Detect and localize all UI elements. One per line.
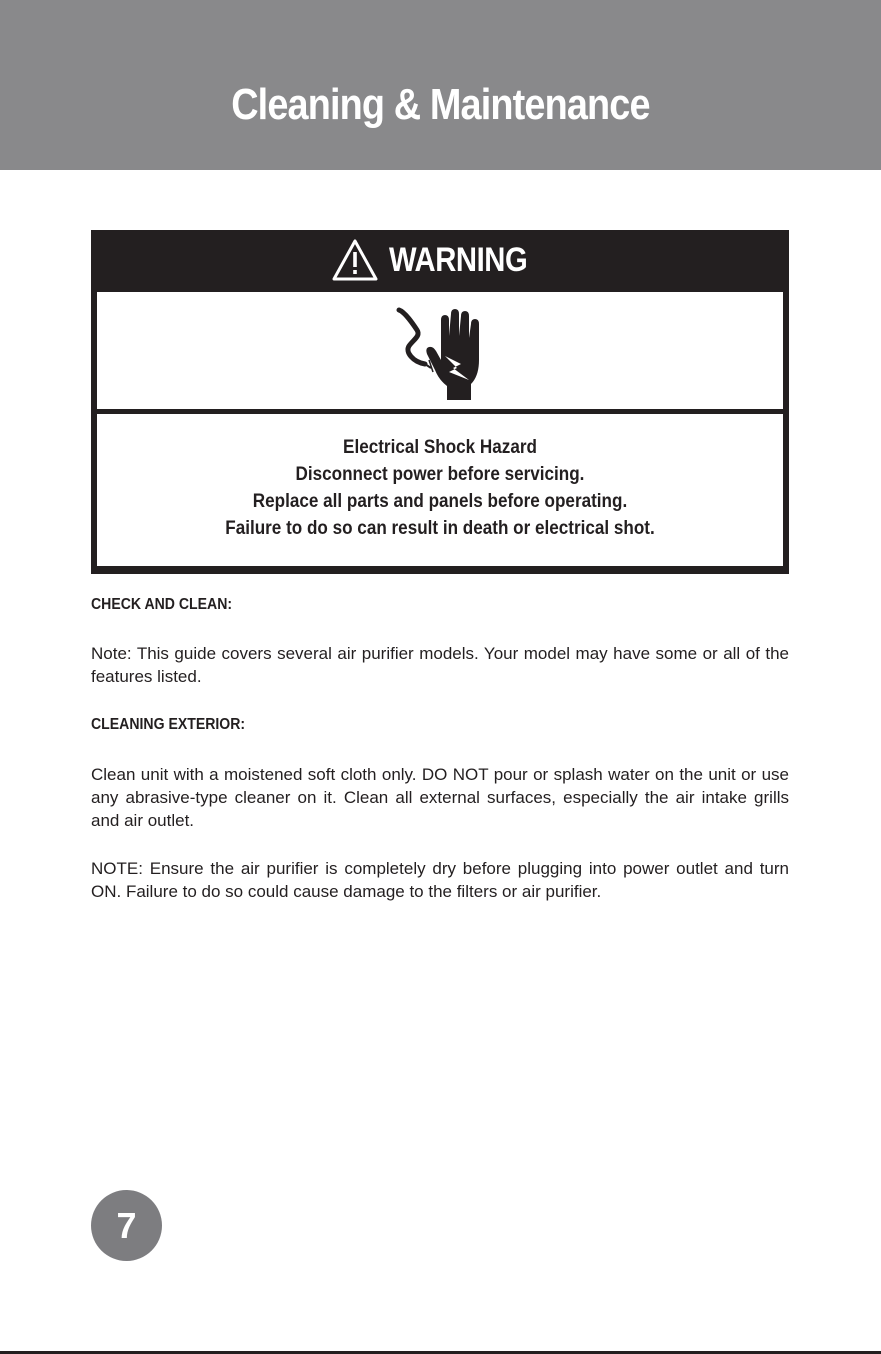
warning-box bbox=[91, 230, 789, 574]
section-heading-cleaning-exterior: CLEANING EXTERIOR: bbox=[91, 716, 246, 733]
warning-triangle-icon bbox=[331, 238, 379, 282]
paragraph-note-dry: NOTE: Ensure the air purifier is completely dry before plugging into power outlet and turn ON. Failure to do so could cause damage to the filters or air purifier. bbox=[91, 859, 789, 901]
warning-line-disconnect: Disconnect power before servicing. bbox=[295, 464, 585, 485]
warning-line-replace: Replace all parts and panels before operating. bbox=[252, 491, 628, 512]
page-number-badge bbox=[91, 1190, 162, 1261]
page-title: Cleaning & Maintenance bbox=[231, 80, 650, 129]
section-heading-check-and-clean: CHECK AND CLEAN: bbox=[91, 596, 233, 613]
warning-title-bar bbox=[91, 230, 789, 289]
warning-line-hazard: Electrical Shock Hazard bbox=[343, 437, 537, 458]
warning-line-consequence: Failure to do so can result in death or electrical shot. bbox=[225, 518, 655, 539]
paragraph-clean-unit: Clean unit with a moistened soft cloth only. DO NOT pour or splash water on the unit or use any abrasive-type cleaner on it. Clean all external surfaces, especially the air intake grills and air outlet. bbox=[91, 765, 789, 830]
warning-message-lines bbox=[97, 434, 783, 542]
warning-title: WARNING bbox=[389, 240, 528, 279]
paragraph-note-models: Note: This guide covers several air purifier models. Your model may have some or all of the features listed. bbox=[91, 644, 789, 686]
page-number: 7 bbox=[116, 1204, 137, 1246]
hazard-pictogram-panel bbox=[97, 292, 783, 409]
electrical-shock-hand-icon bbox=[395, 302, 491, 406]
warning-message-panel bbox=[97, 414, 783, 566]
